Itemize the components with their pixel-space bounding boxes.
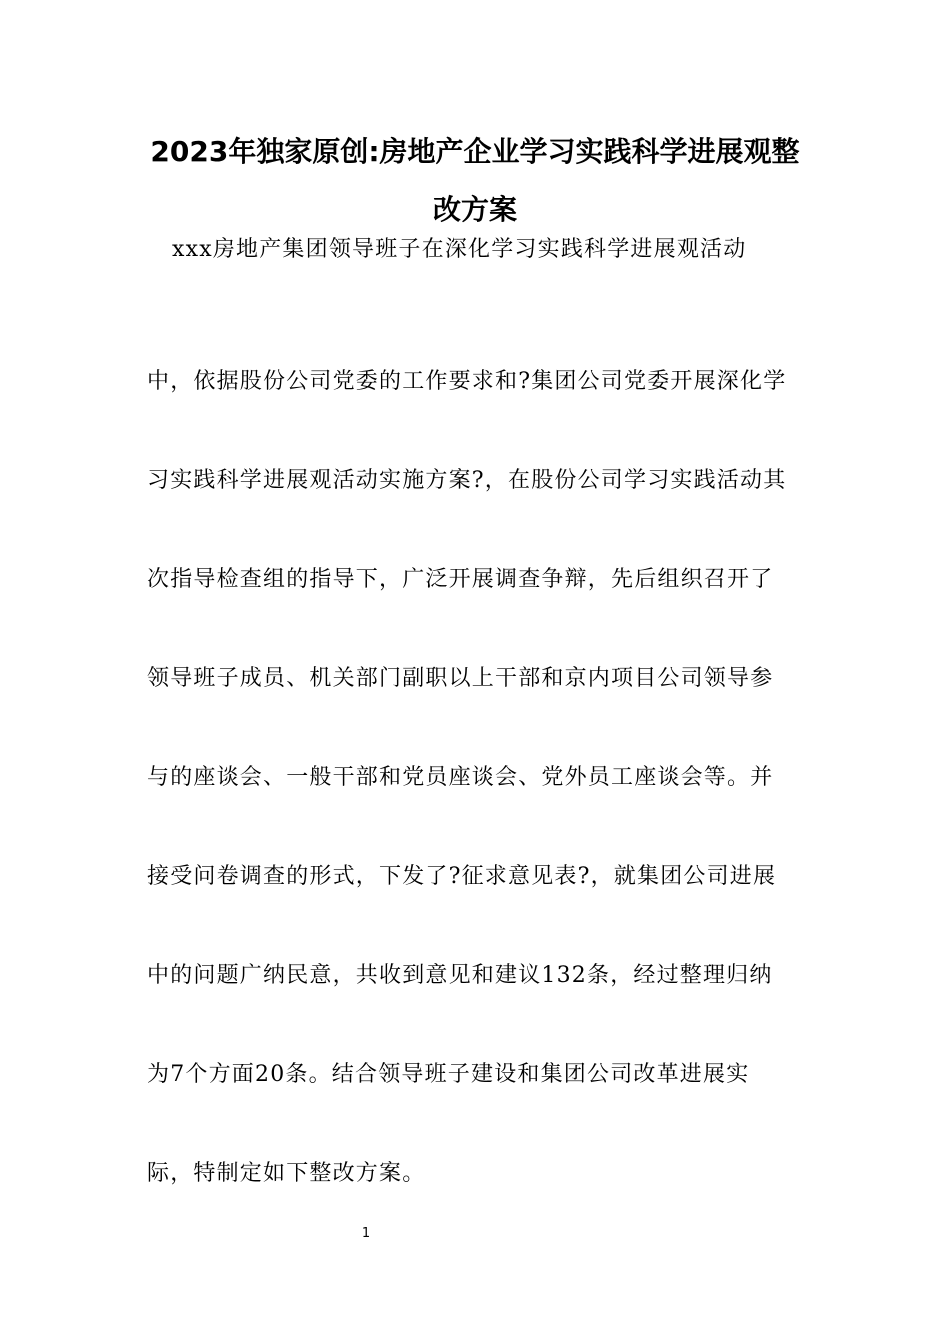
body-text-line: 为7个方面20条。结合领导班子建设和集团公司改革进展实	[147, 1062, 750, 1087]
page-number: 1	[361, 1226, 371, 1241]
body-text-line: 习实践科学进展观活动实施方案?，在股份公司学习实践活动其	[147, 468, 787, 493]
document-title-line-1: 2023年独家原创:房地产企业学习实践科学进展观整	[150, 135, 800, 168]
body-text-line: 接受问卷调查的形式，下发了?征求意见表?，就集团公司进展	[147, 864, 777, 889]
document-title-line-2: 改方案	[432, 193, 517, 226]
body-text-line: 与的座谈会、一般干部和党员座谈会、党外员工座谈会等。并	[147, 765, 774, 790]
body-text-line: 次指导检查组的指导下，广泛开展调查争辩，先后组织召开了	[147, 567, 774, 592]
body-text-line: xxx房地产集团领导班子在深化学习实践科学进展观活动	[172, 237, 747, 262]
body-text-line: 际，特制定如下整改方案。	[147, 1161, 426, 1186]
body-text-line: 中的问题广纳民意，共收到意见和建议132条，经过整理归纳	[147, 963, 773, 988]
body-text-line: 中，依据股份公司党委的工作要求和?集团公司党委开展深化学	[147, 369, 787, 394]
body-text-line: 领导班子成员、机关部门副职以上干部和京内项目公司领导参	[147, 666, 774, 691]
